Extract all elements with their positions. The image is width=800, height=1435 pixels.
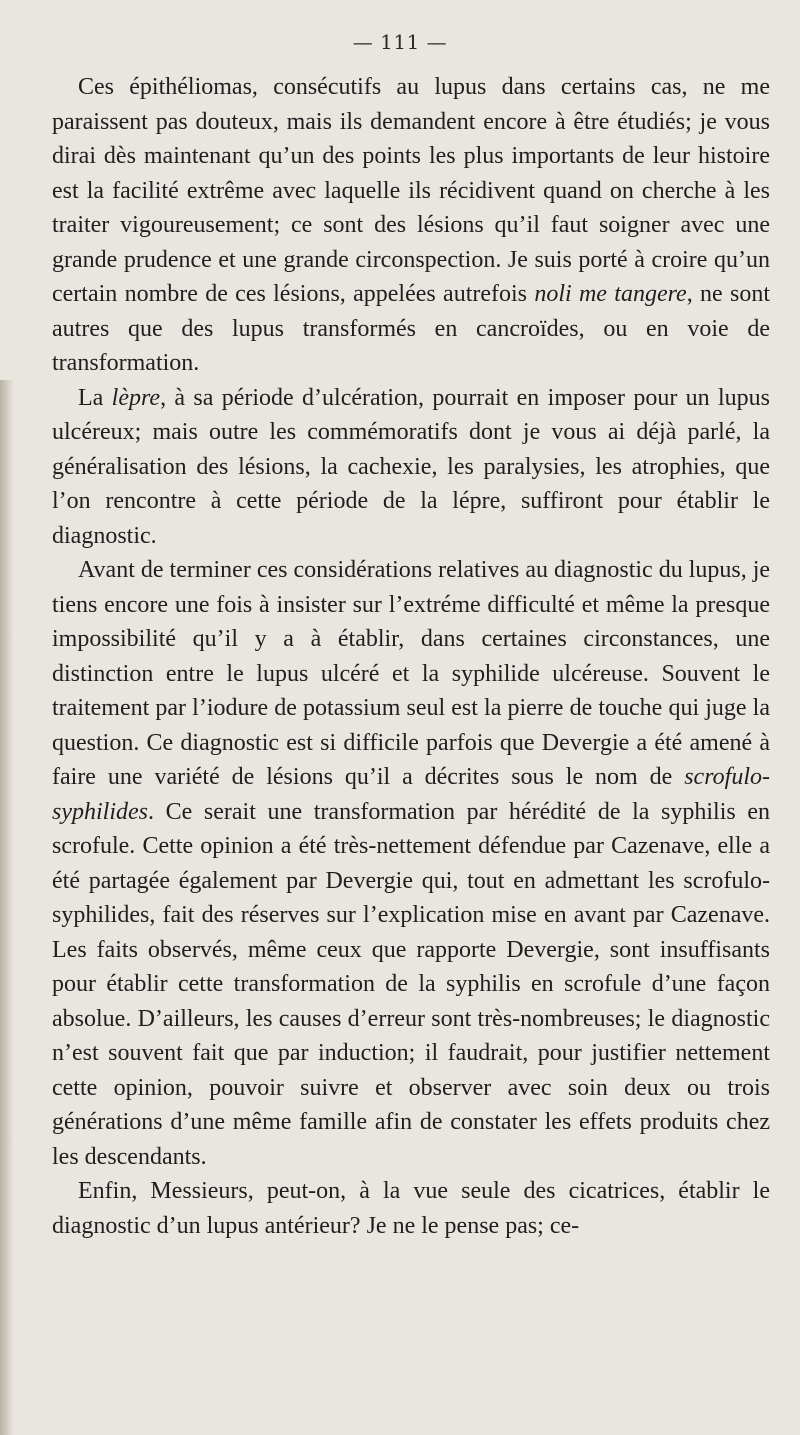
paragraph <box>52 381 770 554</box>
paragraph <box>52 1174 770 1243</box>
text-run: La <box>78 384 112 411</box>
text-run: , à sa période d’ulcération, pourrait en imposer pour un lupus ulcéreux; mais outre les commémoratifs dont je vous ai déjà parlé, la généralisation des lésions, la cachexie, les paralysies, les atrophies, que l’on rencontre à cette période de la lépre, suffiront pour établir le diagnostic. <box>52 384 771 549</box>
italic-term: scrofulo-syphilides <box>52 764 770 825</box>
text-run: . Ce serait une transformation par hérédité de la syphilis en scrofule. Cette opinion a été très-nettement défendue par Cazenave, elle a été partagée également par Devergie qui, tout en admettant les scrofulo-syphilides, fait des réserves sur l’explication mise en avant par Cazenave. Les faits observés, même ceux que rapporte Devergie, sont insuffisants pour établir cette transformation de la syphilis en scrofule d’une façon absolue. D’ailleurs, les causes d’erreur sont très-nombreuses; le diagnostic n’est souvent fait que par induction; il faudrait, pour justifier nettement cette opinion, pouvoir suivre et observer avec soin deux ou trois générations d’une même famille afin de constater les effets produits chez les descendants. <box>52 798 770 1170</box>
text-run: Avant de terminer ces considérations relatives au diagnostic du lupus, je tiens encore une fois à insister sur l’extréme difficulté et même la presque impossibilité qu’il y a à établir, dans certaines circonstances, une distinction entre le lupus ulcéré et la syphilide ulcéreuse. Souvent le traitement par l’iodure de potassium seul est la pierre de touche qui juge la question. Ce diagnostic est si difficile parfois que Devergie a été amené à faire une variété de lésions qu’il a décrites sous le nom de <box>52 557 771 790</box>
page-number: — 111 — <box>352 30 448 54</box>
italic-term: lèpre <box>111 384 161 411</box>
paragraph <box>52 70 770 381</box>
text-run: Enfin, Messieurs, peut-on, à la vue seule des cicatrices, établir le diagnostic d’un lupus antérieur? Je ne le pense pas; ce- <box>52 1178 770 1239</box>
page-gutter-shadow <box>0 380 14 1435</box>
text-run: Ces épithéliomas, consécutifs au lupus dans certains cas, ne me paraissent pas douteux, mais ils demandent encore à être étudiés; je vous dirai dès maintenant qu’un des points les plus importants de leur histoire est la facilité extrême avec laquelle ils récidivent quand on cherche à les traiter vigoureusement; ce sont des lésions qu’il faut soigner avec une grande prudence et une grande circonspection. Je suis porté à croire qu’un certain nombre de ces lésions, appelées autrefois <box>52 74 770 307</box>
paragraph <box>52 553 770 1174</box>
text-run: , ne sont autres que des lupus transformés en cancroïdes, ou en voie de transformation. <box>52 281 770 376</box>
italic-term: noli me tangere <box>534 281 687 307</box>
body-text <box>52 70 770 1243</box>
